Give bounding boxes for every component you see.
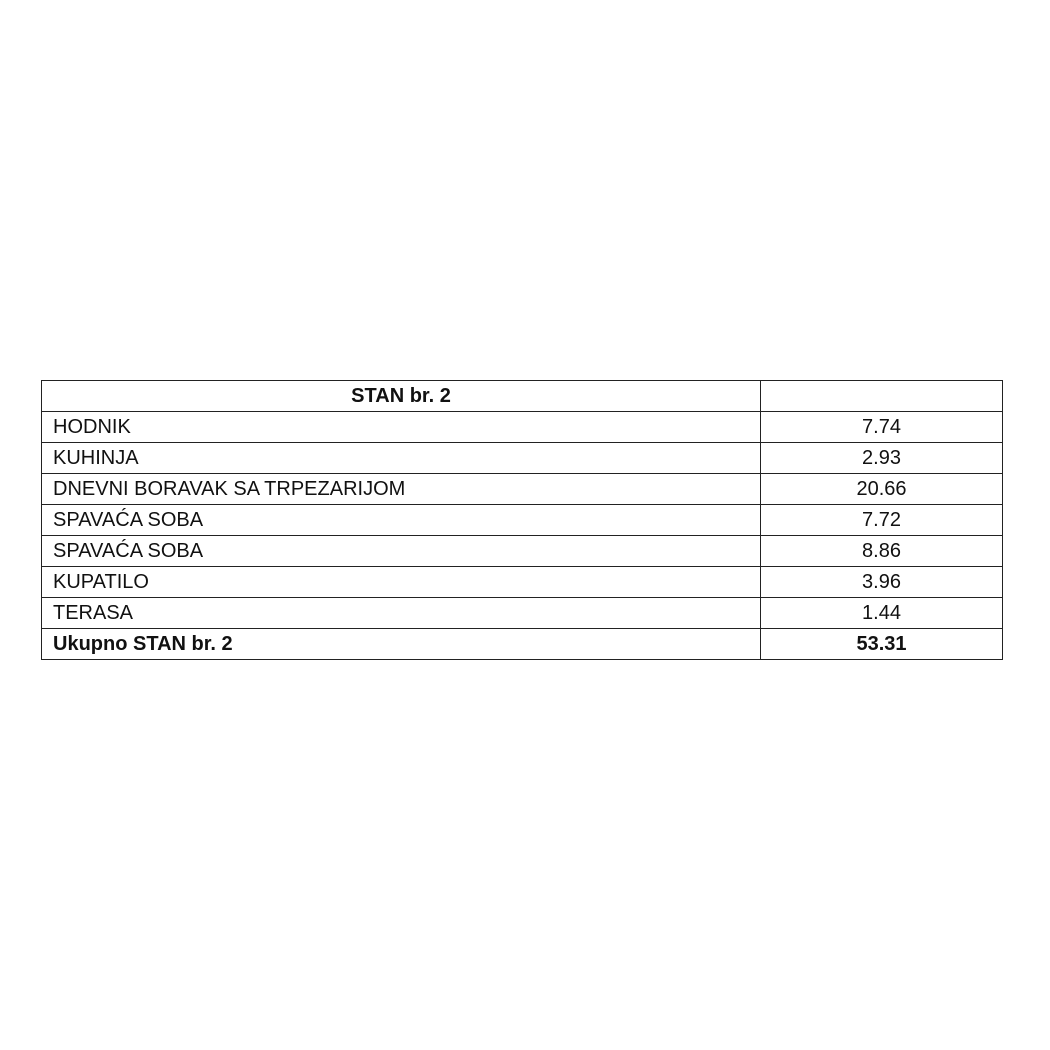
room-name: SPAVAĆA SOBA [42, 505, 761, 536]
room-name: SPAVAĆA SOBA [42, 536, 761, 567]
table-row [42, 412, 1003, 443]
room-area: 20.66 [761, 474, 1003, 505]
apartment-area-table [41, 380, 1003, 660]
room-area: 7.74 [761, 412, 1003, 443]
room-area: 2.93 [761, 443, 1003, 474]
table-row [42, 536, 1003, 567]
room-name: KUPATILO [42, 567, 761, 598]
room-name: KUHINJA [42, 443, 761, 474]
room-name: TERASA [42, 598, 761, 629]
total-area: 53.31 [761, 629, 1003, 660]
header-value-cell [761, 381, 1003, 412]
total-label: Ukupno STAN br. 2 [42, 629, 761, 660]
room-area: 8.86 [761, 536, 1003, 567]
table-row [42, 505, 1003, 536]
table-row [42, 598, 1003, 629]
table-row [42, 474, 1003, 505]
table-header-row [42, 381, 1003, 412]
table-row [42, 567, 1003, 598]
total-row [42, 629, 1003, 660]
room-name: HODNIK [42, 412, 761, 443]
table-row [42, 443, 1003, 474]
room-area: 3.96 [761, 567, 1003, 598]
table-title: STAN br. 2 [42, 381, 761, 412]
room-area: 7.72 [761, 505, 1003, 536]
room-area: 1.44 [761, 598, 1003, 629]
room-name: DNEVNI BORAVAK SA TRPEZARIJOM [42, 474, 761, 505]
